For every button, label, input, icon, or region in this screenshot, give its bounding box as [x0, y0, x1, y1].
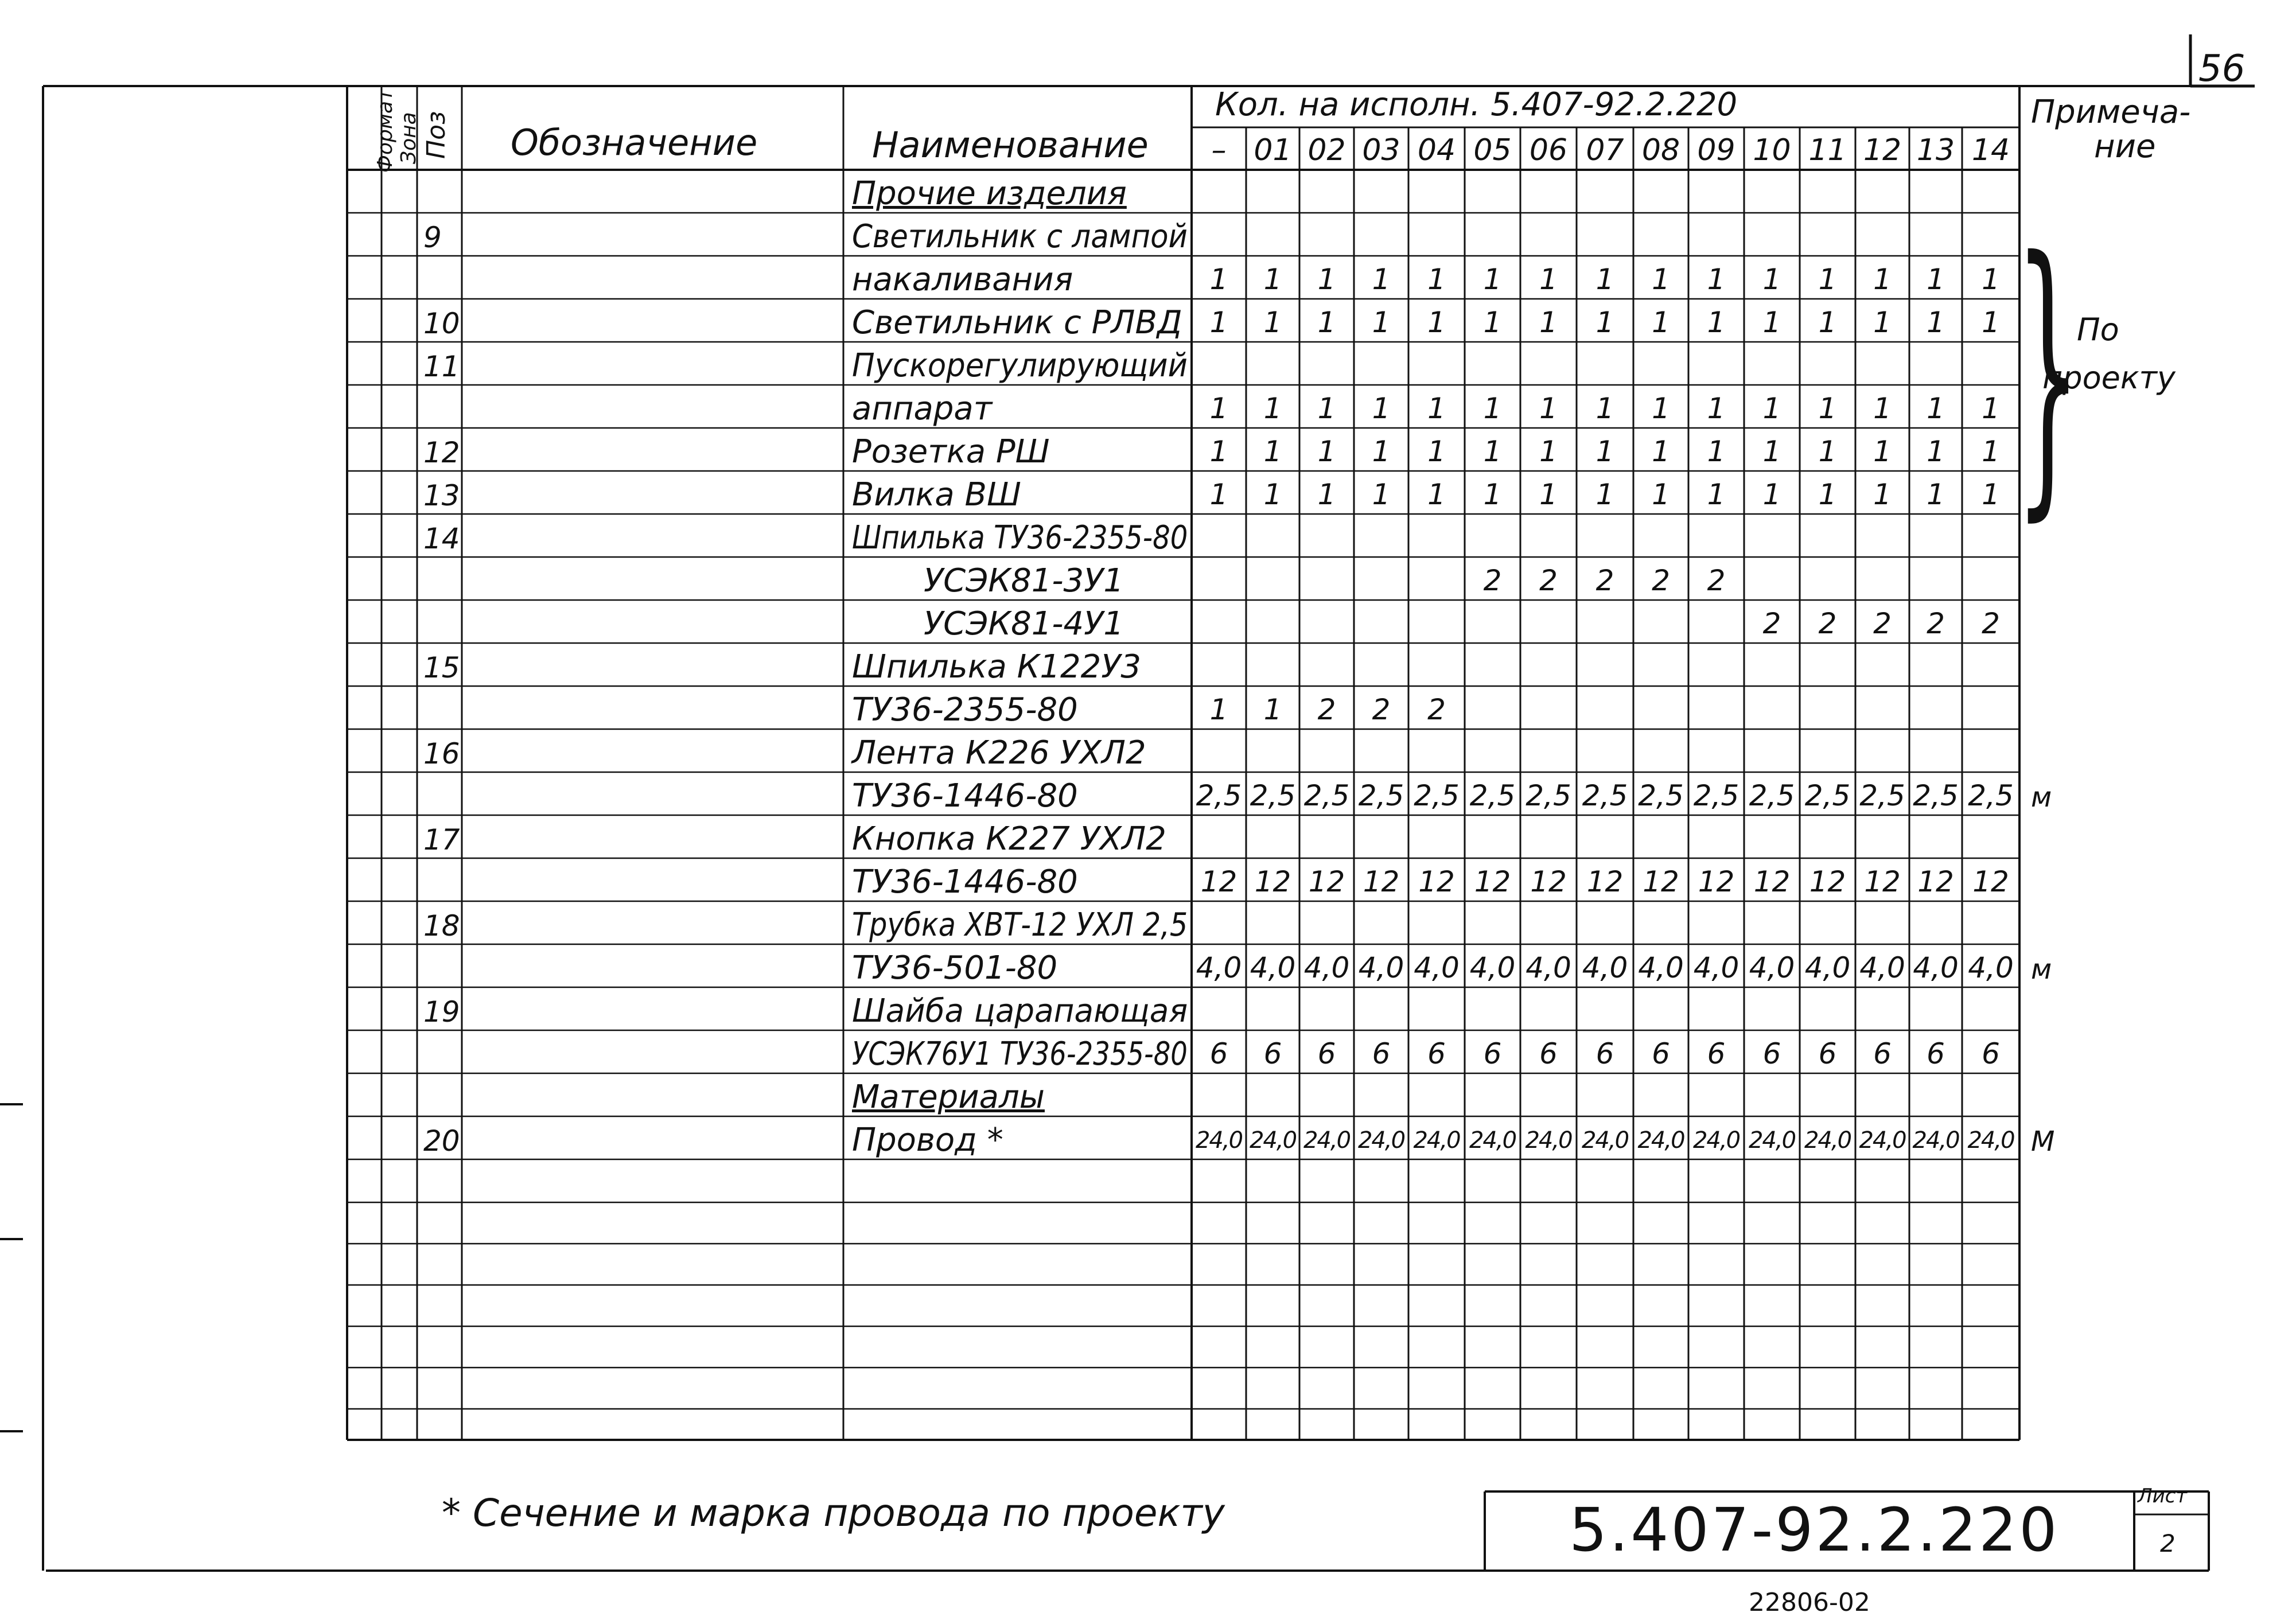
qty-cell: 1: [1209, 478, 1228, 511]
qty-cell: 1: [1982, 478, 2000, 511]
group-note-2: проекту: [2042, 360, 2176, 396]
qty-cell: 6: [1263, 1037, 1282, 1070]
row-pos: 19: [423, 995, 460, 1029]
qty-cell: 1: [1317, 392, 1336, 425]
qty-cell: 6: [1873, 1037, 1892, 1070]
qty-cell: 1: [1927, 263, 1945, 296]
row-pos: 14: [423, 522, 460, 555]
qty-cell: 1: [1317, 478, 1336, 511]
qty-cell: 4,0: [1968, 951, 2014, 984]
variant-header: 02: [1307, 133, 1346, 168]
qty-cell: 12: [1753, 865, 1791, 898]
row-pos: 11: [423, 350, 460, 383]
qty-cell: 2: [1652, 564, 1670, 597]
qty-cell: 2,5: [1693, 779, 1739, 812]
qty-cell: 2,5: [1303, 779, 1350, 812]
qty-cell: 1: [1427, 306, 1446, 339]
qty-cell: 12: [1308, 865, 1345, 898]
qty-cell: 1: [1595, 478, 1614, 511]
qty-cell: 24,0: [1912, 1127, 1959, 1154]
row-name: УСЭК81-3У1: [924, 562, 1124, 599]
qty-cell: 2,5: [1469, 779, 1516, 812]
header-remark-1: Примеча-: [2031, 94, 2191, 131]
footnote: * Сечение и марка провода по проекту: [442, 1491, 1225, 1535]
qty-cell: 2: [1762, 607, 1781, 640]
row-note: м: [2031, 781, 2052, 813]
qty-cell: 1: [1317, 435, 1336, 468]
header-zone: Зона: [397, 112, 421, 164]
qty-cell: 1: [1263, 435, 1282, 468]
qty-cell: 1: [1372, 306, 1391, 339]
qty-cell: 1: [1427, 478, 1446, 511]
qty-cell: 2,5: [1859, 779, 1905, 812]
qty-cell: 1: [1927, 435, 1945, 468]
qty-cell: 1: [1427, 435, 1446, 468]
variant-header: 08: [1641, 133, 1680, 168]
qty-cell: 4,0: [1526, 951, 1571, 984]
group-brace: }: [2015, 198, 2081, 546]
qty-cell: 12: [1474, 865, 1511, 898]
qty-cell: 12: [1586, 865, 1624, 898]
qty-cell: 1: [1818, 392, 1837, 425]
qty-cell: 2: [1539, 564, 1558, 597]
qty-cell: 1: [1539, 263, 1558, 296]
stamp-sheet-label: Лист: [2138, 1485, 2188, 1508]
qty-cell: 24,0: [1303, 1127, 1351, 1154]
qty-cell: 6: [1982, 1037, 2000, 1070]
qty-cell: 24,0: [1195, 1127, 1243, 1154]
qty-cell: 4,0: [1693, 951, 1739, 984]
qty-cell: 1: [1209, 263, 1228, 296]
row-name: Лента К226 УХЛ2: [852, 734, 1146, 772]
qty-cell: 6: [1317, 1037, 1336, 1070]
stamp-designation: 5.407-92.2.220: [1569, 1495, 2060, 1565]
group-note-1: По: [2077, 311, 2119, 348]
row-name: ТУ36-1446-80: [852, 777, 1078, 815]
header-pos: Поз: [422, 111, 451, 159]
qty-cell: 1: [1982, 263, 2000, 296]
qty-cell: 1: [1873, 435, 1892, 468]
variant-header: 13: [1916, 133, 1955, 168]
qty-cell: 1: [1317, 306, 1336, 339]
row-pos: 13: [423, 479, 460, 512]
qty-cell: 4,0: [1638, 951, 1684, 984]
qty-cell: 4,0: [1913, 951, 1959, 984]
qty-cell: 4,0: [1303, 951, 1350, 984]
qty-cell: 1: [1707, 392, 1726, 425]
qty-cell: 1: [1982, 306, 2000, 339]
qty-cell: 12: [1698, 865, 1735, 898]
qty-cell: 1: [1927, 392, 1945, 425]
row-note: М: [2031, 1125, 2055, 1158]
qty-cell: 4,0: [1358, 951, 1404, 984]
qty-cell: 24,0: [1804, 1127, 1851, 1154]
qty-cell: 6: [1595, 1037, 1614, 1070]
header-remark-2: ние: [2094, 128, 2156, 165]
qty-cell: 1: [1652, 478, 1670, 511]
row-name: Шпилька К122У3: [852, 648, 1142, 686]
qty-cell: 2,5: [1196, 779, 1242, 812]
qty-cell: 1: [1818, 306, 1837, 339]
qty-cell: 1: [1595, 435, 1614, 468]
variant-header: 09: [1697, 133, 1735, 168]
qty-cell: 1: [1652, 435, 1670, 468]
variant-header: 11: [1808, 133, 1847, 168]
row-name: Пускорегулирующий: [852, 347, 1188, 384]
row-name: ТУ36-2355-80: [852, 691, 1078, 729]
qty-cell: 1: [1873, 392, 1892, 425]
qty-cell: 6: [1707, 1037, 1726, 1070]
qty-cell: 2,5: [1804, 779, 1851, 812]
qty-cell: 1: [1372, 435, 1391, 468]
row-name: ТУ36-501-80: [852, 949, 1058, 987]
qty-cell: 1: [1818, 478, 1837, 511]
qty-cell: 1: [1818, 435, 1837, 468]
qty-cell: 1: [1595, 392, 1614, 425]
qty-cell: 12: [1200, 865, 1237, 898]
qty-cell: 12: [1254, 865, 1291, 898]
qty-cell: 1: [1818, 263, 1837, 296]
row-name: УСЭК81-4У1: [924, 605, 1124, 642]
qty-cell: 1: [1263, 478, 1282, 511]
qty-cell: 2,5: [1526, 779, 1571, 812]
qty-cell: 2,5: [1582, 779, 1628, 812]
qty-cell: 1: [1762, 435, 1781, 468]
qty-cell: 12: [1530, 865, 1567, 898]
variant-header: 07: [1586, 133, 1624, 168]
qty-cell: 24,0: [1525, 1127, 1572, 1154]
row-name: Провод *: [852, 1121, 1003, 1159]
qty-cell: 2: [1873, 607, 1892, 640]
qty-cell: 6: [1372, 1037, 1391, 1070]
qty-cell: 24,0: [1249, 1127, 1297, 1154]
qty-cell: 1: [1595, 306, 1614, 339]
qty-cell: 1: [1873, 263, 1892, 296]
qty-cell: 1: [1263, 693, 1282, 726]
row-pos: 15: [423, 651, 460, 684]
qty-cell: 1: [1209, 693, 1228, 726]
row-name: Шпилька ТУ36-2355-80: [852, 519, 1188, 556]
stamp-sheet-number: 2: [2160, 1529, 2176, 1557]
header-format: Формат: [373, 88, 397, 173]
qty-cell: 12: [1643, 865, 1679, 898]
qty-cell: 1: [1652, 392, 1670, 425]
row-pos: 20: [423, 1124, 460, 1158]
qty-cell: 1: [1483, 306, 1502, 339]
row-pos: 9: [423, 221, 442, 254]
qty-cell: 1: [1927, 478, 1945, 511]
qty-cell: 2,5: [1414, 779, 1460, 812]
row-name: УСЭК76У1 ТУ36-2355-80: [852, 1035, 1188, 1073]
qty-cell: 1: [1372, 478, 1391, 511]
qty-cell: 2,5: [1749, 779, 1795, 812]
row-pos: 16: [423, 737, 460, 770]
qty-cell: 2: [1982, 607, 2000, 640]
qty-cell: 2,5: [1358, 779, 1404, 812]
row-name: Кнопка К227 УХЛ2: [852, 820, 1166, 858]
qty-cell: 1: [1707, 478, 1726, 511]
row-pos: 18: [423, 909, 460, 943]
qty-cell: 1: [1317, 263, 1336, 296]
header-qty-title: Кол. на исполн. 5.407-92.2.220: [1215, 86, 1738, 123]
variant-header: 10: [1753, 133, 1791, 168]
qty-cell: 1: [1873, 478, 1892, 511]
qty-cell: 6: [1652, 1037, 1670, 1070]
qty-cell: 1: [1263, 306, 1282, 339]
qty-cell: 24,0: [1637, 1127, 1684, 1154]
variant-header: –: [1211, 133, 1227, 168]
qty-cell: 1: [1762, 263, 1781, 296]
qty-cell: 1: [1209, 306, 1228, 339]
qty-cell: 24,0: [1967, 1127, 2014, 1154]
qty-cell: 24,0: [1357, 1127, 1405, 1154]
qty-cell: 1: [1483, 263, 1502, 296]
qty-cell: 24,0: [1469, 1127, 1516, 1154]
qty-cell: 1: [1539, 306, 1558, 339]
archive-number: 22806-02: [1749, 1588, 1870, 1617]
qty-cell: 1: [1483, 392, 1502, 425]
qty-cell: 12: [1418, 865, 1455, 898]
qty-cell: 1: [1762, 306, 1781, 339]
qty-cell: 4,0: [1582, 951, 1628, 984]
qty-cell: 2: [1483, 564, 1502, 597]
qty-cell: 12: [1809, 865, 1846, 898]
qty-cell: 1: [1539, 392, 1558, 425]
variant-header: 14: [1971, 133, 2010, 168]
qty-cell: 4,0: [1250, 951, 1296, 984]
page-number: 56: [2198, 48, 2246, 90]
qty-cell: 1: [1762, 392, 1781, 425]
qty-cell: 1: [1372, 263, 1391, 296]
row-name: Шайба царапающая: [852, 992, 1188, 1030]
row-name: Вилка ВШ: [852, 476, 1021, 513]
qty-cell: 1: [1707, 435, 1726, 468]
header-designation: Обозначение: [511, 122, 758, 163]
qty-cell: 1: [1263, 263, 1282, 296]
variant-header: 03: [1362, 133, 1400, 168]
qty-cell: 1: [1427, 263, 1446, 296]
qty-cell: 1: [1539, 478, 1558, 511]
qty-cell: 6: [1762, 1037, 1781, 1070]
row-name: Прочие изделия: [852, 175, 1127, 212]
qty-cell: 12: [1917, 865, 1954, 898]
qty-cell: 1: [1427, 392, 1446, 425]
qty-cell: 1: [1982, 392, 2000, 425]
qty-cell: 1: [1372, 392, 1391, 425]
qty-cell: 1: [1483, 435, 1502, 468]
qty-cell: 4,0: [1859, 951, 1905, 984]
qty-cell: 12: [1363, 865, 1400, 898]
variant-header: 12: [1863, 133, 1902, 168]
qty-cell: 2: [1427, 693, 1446, 726]
qty-cell: 2: [1818, 607, 1837, 640]
row-name: ТУ36-1446-80: [852, 863, 1078, 901]
qty-cell: 4,0: [1196, 951, 1242, 984]
qty-cell: 4,0: [1804, 951, 1851, 984]
header-name: Наименование: [872, 124, 1149, 166]
qty-cell: 6: [1927, 1037, 1945, 1070]
qty-cell: 12: [1972, 865, 2009, 898]
qty-cell: 24,0: [1692, 1127, 1740, 1154]
qty-cell: 1: [1209, 392, 1228, 425]
variant-header: 06: [1529, 133, 1568, 168]
qty-cell: 6: [1818, 1037, 1837, 1070]
qty-cell: 1: [1707, 263, 1726, 296]
qty-cell: 1: [1762, 478, 1781, 511]
row-name: аппарат: [852, 390, 993, 427]
qty-cell: 24,0: [1413, 1127, 1460, 1154]
qty-cell: 1: [1595, 263, 1614, 296]
qty-cell: 1: [1873, 306, 1892, 339]
qty-cell: 2,5: [1638, 779, 1684, 812]
qty-cell: 1: [1539, 435, 1558, 468]
qty-cell: 6: [1539, 1037, 1558, 1070]
row-pos: 12: [423, 436, 460, 469]
qty-cell: 24,0: [1581, 1127, 1629, 1154]
row-note: м: [2031, 953, 2052, 986]
variant-header: 05: [1473, 133, 1512, 168]
row-pos: 17: [423, 823, 460, 856]
qty-cell: 2: [1707, 564, 1726, 597]
row-name: Светильник с лампой: [852, 218, 1188, 255]
qty-cell: 2: [1927, 607, 1945, 640]
qty-cell: 2: [1595, 564, 1614, 597]
qty-cell: 1: [1927, 306, 1945, 339]
qty-cell: 1: [1483, 478, 1502, 511]
qty-cell: 1: [1652, 306, 1670, 339]
qty-cell: 2: [1372, 693, 1391, 726]
variant-header: 04: [1417, 133, 1456, 168]
variant-header: 01: [1254, 133, 1292, 168]
qty-cell: 4,0: [1414, 951, 1460, 984]
qty-cell: 6: [1209, 1037, 1228, 1070]
row-name: накаливания: [852, 261, 1073, 298]
qty-cell: 4,0: [1749, 951, 1795, 984]
qty-cell: 6: [1427, 1037, 1446, 1070]
row-name: Трубка ХВТ-12 УХЛ 2,5: [852, 906, 1188, 944]
qty-cell: 1: [1707, 306, 1726, 339]
qty-cell: 24,0: [1859, 1127, 1906, 1154]
row-name: Светильник с РЛВД: [852, 304, 1182, 341]
qty-cell: 2,5: [1968, 779, 2014, 812]
qty-cell: 1: [1982, 435, 2000, 468]
qty-cell: 1: [1209, 435, 1228, 468]
qty-cell: 2,5: [1913, 779, 1959, 812]
qty-cell: 4,0: [1469, 951, 1516, 984]
row-pos: 10: [423, 307, 460, 340]
qty-cell: 1: [1263, 392, 1282, 425]
qty-cell: 24,0: [1748, 1127, 1796, 1154]
qty-cell: 1: [1652, 263, 1670, 296]
qty-cell: 12: [1864, 865, 1901, 898]
qty-cell: 6: [1483, 1037, 1502, 1070]
row-name: Материалы: [852, 1078, 1045, 1116]
qty-cell: 2: [1317, 693, 1336, 726]
qty-cell: 2,5: [1250, 779, 1296, 812]
row-name: Розетка РШ: [852, 433, 1050, 470]
